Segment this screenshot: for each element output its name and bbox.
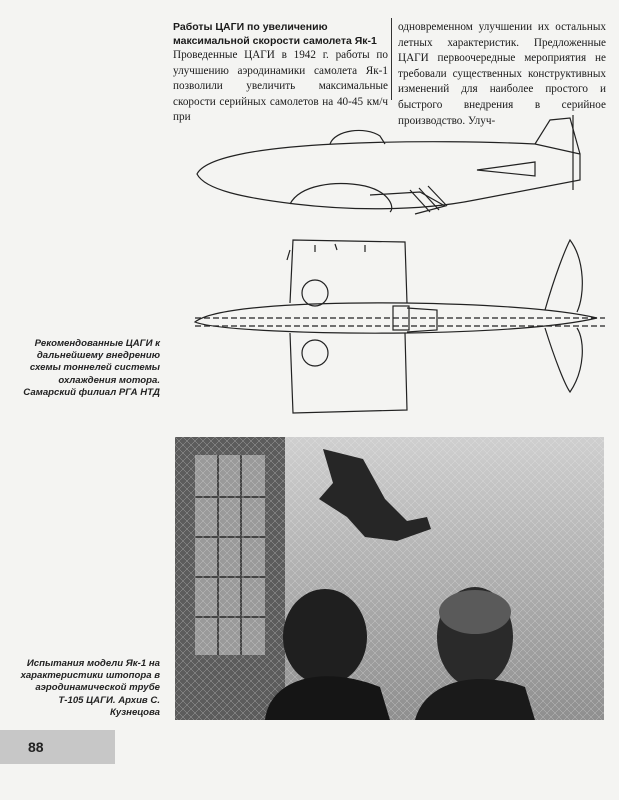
drawing-caption: Рекомендованные ЦАГИ к дальнейшему внедрению схемы тоннелей системы охлаждения мотора. Самарский филиал РГА НТД [23, 338, 160, 398]
aircraft-technical-drawing [175, 100, 615, 430]
wind-tunnel-photo [175, 437, 604, 720]
side-view-drawing [197, 115, 580, 214]
page-number: 88 [0, 730, 115, 764]
article-heading: Работы ЦАГИ по увеличению максимальной скорости самолета Як-1 [173, 21, 377, 47]
top-view-drawing [195, 240, 605, 413]
article-body-left: Проведенные ЦАГИ в 1942 г. работы по улучшению аэродинамики самолета Як-1 позволили увеличить максимальные скорости серийных самолетов на 40-45 км/ч при [173, 49, 388, 124]
column-divider [391, 18, 392, 100]
person-left-head [283, 589, 367, 685]
article-body-right: одновременном улучшении их остальных летных характеристик. Предложенные ЦАГИ первоочередные мероприятия не требовали существенных конструктивных изменений для наиболее простого и быстрого внедрения в серийное производство. Улуч- [398, 21, 606, 127]
photo-caption: Испытания модели Як-1 на характеристики штопора в аэродинамической трубе Т-105 ЦАГИ. Архив С. Кузнецова [20, 658, 160, 718]
